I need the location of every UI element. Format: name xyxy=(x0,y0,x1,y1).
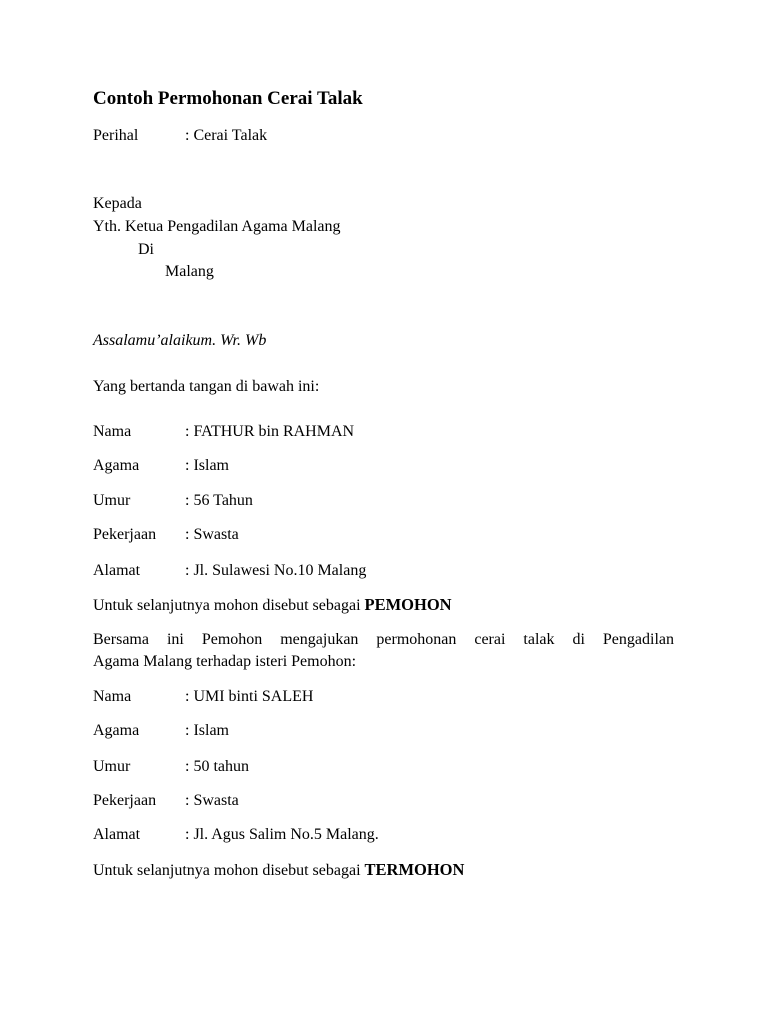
address-city: Malang xyxy=(165,263,214,280)
termohon-nama-value: : UMI binti SALEH xyxy=(185,688,314,705)
pemohon-nama-row xyxy=(93,422,354,442)
termohon-pekerjaan-value: : Swasta xyxy=(185,792,239,809)
perihal-value: : Cerai Talak xyxy=(185,127,268,144)
bersama-line-1: Bersama ini Pemohon mengajukan permohonan cerai talak di Pengadilan xyxy=(93,631,674,648)
pemohon-agama-value: : Islam xyxy=(185,457,229,474)
pemohon-agama-label: Agama xyxy=(93,457,140,474)
address-recipient: Yth. Ketua Pengadilan Agama Malang xyxy=(93,218,341,235)
termohon-pekerjaan-label: Pekerjaan xyxy=(93,792,157,809)
termohon-alamat-label: Alamat xyxy=(93,826,141,843)
pemohon-umur-value: : 56 Tahun xyxy=(185,492,253,509)
termohon-umur-value: : 50 tahun xyxy=(185,758,249,775)
termohon-alamat-value: : Jl. Agus Salim No.5 Malang. xyxy=(185,826,379,843)
termohon-nama-label: Nama xyxy=(93,688,132,705)
pemohon-alamat-label: Alamat xyxy=(93,562,141,579)
perihal-label: Perihal xyxy=(93,127,139,144)
bersama-line-2: Agama Malang terhadap isteri Pemohon: xyxy=(93,653,357,670)
termohon-nama-row xyxy=(93,687,313,707)
pemohon-nama-value: : FATHUR bin RAHMAN xyxy=(185,423,355,440)
pemohon-agama-row xyxy=(93,456,229,476)
termohon-umur-row xyxy=(93,757,249,777)
termohon-umur-label: Umur xyxy=(93,758,131,775)
termohon-agama-value: : Islam xyxy=(185,722,229,739)
perihal-row xyxy=(93,126,267,146)
pemohon-pekerjaan-row xyxy=(93,525,239,545)
pemohon-designation-text: Untuk selanjutnya mohon disebut sebagai xyxy=(93,597,365,614)
bersama-paragraph xyxy=(93,629,674,673)
pemohon-pekerjaan-label: Pekerjaan xyxy=(93,526,157,543)
pemohon-pekerjaan-value: : Swasta xyxy=(185,526,239,543)
intro-text: Yang bertanda tangan di bawah ini: xyxy=(93,378,320,395)
document-title: Contoh Permohonan Cerai Talak xyxy=(93,88,363,109)
pemohon-alamat-value: : Jl. Sulawesi No.10 Malang xyxy=(185,562,367,579)
termohon-agama-row xyxy=(93,721,229,741)
pemohon-umur-row xyxy=(93,491,253,511)
address-di: Di xyxy=(138,241,154,258)
pemohon-umur-label: Umur xyxy=(93,492,131,509)
termohon-alamat-row xyxy=(93,825,379,845)
address-kepada: Kepada xyxy=(93,195,142,212)
termohon-role: TERMOHON xyxy=(364,860,465,879)
termohon-designation-text: Untuk selanjutnya mohon disebut sebagai xyxy=(93,862,365,879)
termohon-pekerjaan-row xyxy=(93,791,239,811)
pemohon-alamat-row xyxy=(93,561,366,581)
pemohon-role: PEMOHON xyxy=(364,595,452,614)
termohon-agama-label: Agama xyxy=(93,722,140,739)
pemohon-nama-label: Nama xyxy=(93,423,132,440)
termohon-designation xyxy=(93,860,464,881)
pemohon-designation xyxy=(93,595,452,616)
greeting: Assalamu’alaikum. Wr. Wb xyxy=(93,332,267,349)
